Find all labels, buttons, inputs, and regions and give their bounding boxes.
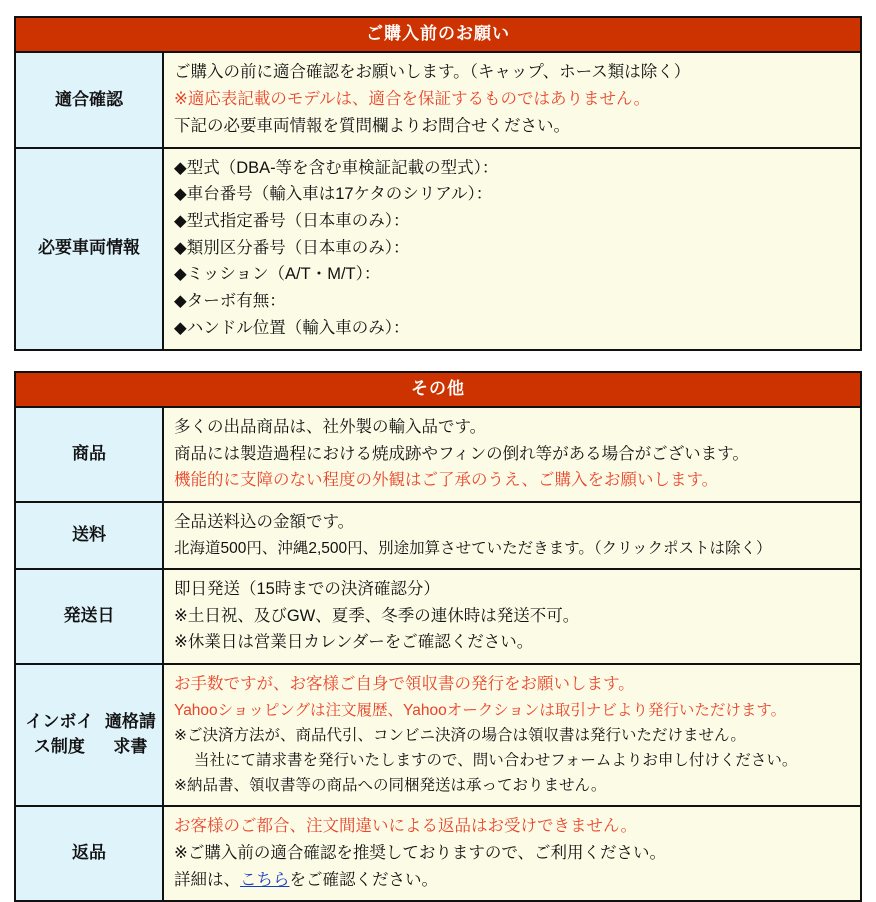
row-content <box>164 665 860 805</box>
info-section <box>14 16 862 351</box>
row-label-line: インボイス制度 <box>25 712 94 757</box>
content-line: ※休業日は営業日カレンダーをご確認ください。 <box>174 633 534 652</box>
content-line: ◆類別区分番号（日本車のみ）： <box>174 238 410 257</box>
info-section <box>14 371 862 902</box>
row-content <box>164 53 860 146</box>
details-link[interactable]: こちら <box>240 870 290 889</box>
content-line: ※ご決済方法が、商品代引、コンビニ決済の場合は領収書は発行いただけません。 <box>174 726 746 744</box>
content-line: ※土日祝、及びGW、夏季、冬季の連休時は発送不可。 <box>174 606 580 625</box>
table-row <box>16 570 860 665</box>
table-row <box>16 665 860 807</box>
content-line: ◆ハンドル位置（輸入車のみ）： <box>174 318 410 337</box>
row-label: 必要車両情報 <box>16 149 164 349</box>
row-label: 適合確認 <box>16 53 164 146</box>
content-line: ◆型式（DBA-等を含む車検証記載の型式）： <box>174 158 499 177</box>
content-line: 全品送料込の金額です。 <box>174 513 355 532</box>
row-content <box>164 503 860 568</box>
row-content <box>164 807 860 900</box>
table-row <box>16 503 860 570</box>
content-line: 当社にて請求書を発行いたしますので、問い合わせフォームよりお申し付けください。 <box>194 751 798 769</box>
content-line: お手数ですが、お客様ご自身で領収書の発行をお願いします。 <box>174 675 635 694</box>
sections-container <box>14 16 862 902</box>
content-line: ※適応表記載のモデルは、適合を保証するものではありません。 <box>174 90 650 109</box>
row-content <box>164 570 860 663</box>
row-label: 発送日 <box>16 570 164 663</box>
content-line: ※納品書、領収書等の商品への同梱発送は承っておりません。 <box>174 777 607 795</box>
content-line: 機能的に支障のない程度の外観はご了承のうえ、ご購入をお願いします。 <box>174 471 719 490</box>
table-row <box>16 149 860 349</box>
table-row <box>16 807 860 900</box>
row-label: 送料 <box>16 503 164 568</box>
content-line: 即日発送（15時までの決済確認分） <box>174 579 440 598</box>
content-line: 北海道500円、沖縄2,500円、別途加算させていただきます。（クリックポストは除く） <box>174 539 772 557</box>
content-line: ◆型式指定番号（日本車のみ）： <box>174 211 410 230</box>
section-title: ご購入前のお願い <box>16 18 860 53</box>
row-label: 商品 <box>16 408 164 501</box>
content-line: 商品には製造過程における焼成跡やフィンの倒れ等がある場合がございます。 <box>174 444 749 463</box>
content-line: ◆車台番号（輸入車は17ケタのシリアル）： <box>174 185 493 204</box>
table-row <box>16 408 860 503</box>
content-line: Yahooショッピングは注文履歴、Yahooオークションは取引ナビより発行いただけます。 <box>174 701 787 719</box>
content-line: 多くの出品商品は、社外製の輸入品です。 <box>174 417 487 436</box>
row-label: 返品 <box>16 807 164 900</box>
content-line: 詳細は、こちらをご確認ください。 <box>174 870 438 889</box>
row-label-line: 適格請求書 <box>104 712 156 757</box>
content-line: ◆ミッション（A/T・M/T）： <box>174 265 381 284</box>
content-line: ◆ターボ有無： <box>174 292 286 311</box>
section-title: その他 <box>16 373 860 408</box>
row-content <box>164 408 860 501</box>
content-line: お客様のご都合、注文間違いによる返品はお受けできません。 <box>174 817 637 836</box>
content-line: ※ご購入前の適合確認を推奨しておりますので、ご利用ください。 <box>174 843 666 862</box>
table-row <box>16 53 860 148</box>
row-content <box>164 149 860 349</box>
content-line: 下記の必要車両情報を質問欄よりお問合せください。 <box>174 116 570 135</box>
row-label <box>16 665 164 805</box>
content-line: ご購入の前に適合確認をお願いします。（キャップ、ホース類は除く） <box>174 63 691 82</box>
